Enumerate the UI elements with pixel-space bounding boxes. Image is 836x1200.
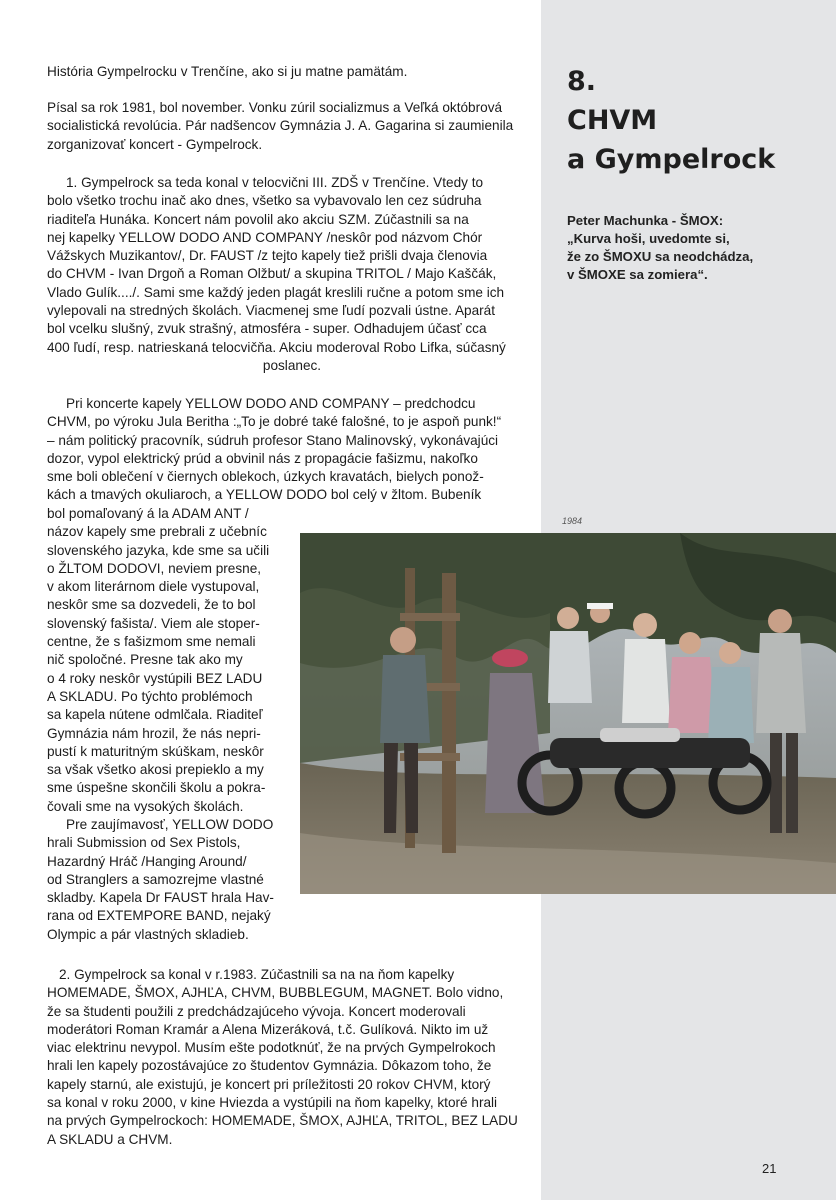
text-line: 1. Gympelrock sa teda konal v telocvični III. ZDŠ v Trenčíne. Vtedy to [66, 175, 484, 190]
paragraph-4 [47, 816, 297, 944]
paragraph-2 [47, 174, 537, 375]
page-number: 21 [762, 1161, 777, 1176]
text-line: poslanec. [262, 357, 322, 373]
text-line: Gymnázia nám hrozil, že nás nepri- [47, 725, 261, 741]
text-line: kapely starnú, ale existujú, je koncert pri príležitosti 20 rokov CHVM, ktorý [47, 1076, 491, 1092]
chapter-number: 8. [567, 66, 597, 97]
text-line: sme úspešne skončili školu a pokra- [47, 780, 266, 796]
text-line: A SKLADU a CHVM. [47, 1131, 173, 1147]
text-line: od Stranglers a samozrejme vlastné [47, 871, 264, 887]
text-line: v akom literárnom diele vystupoval, [47, 579, 260, 595]
text-line: do CHVM - Ivan Drgoň a Roman Olžbut/ a skupina TRITOL / Majo Kaščák, [47, 266, 497, 282]
text-line: že sa študenti použili z predchádzajúceho vývoja. Koncert moderovali [47, 1003, 466, 1019]
text-line: vylepovali na stredných školách. Viacmenej sme ľudí pozvali ústne. Aparát [47, 303, 496, 319]
text-line: o 4 roky neskôr vystúpili BEZ LADU [47, 670, 263, 686]
quote-author: Peter Machunka - ŠMOX: [567, 213, 724, 228]
text-line: nič spoločné. Presne tak ako my [47, 652, 243, 668]
text-line: bol pomaľovaný á la ADAM ANT / [47, 506, 249, 521]
photo-image [300, 533, 836, 894]
text-line: Pre zaujímavosť, YELLOW DODO [66, 817, 274, 832]
quote-line: „Kurva hoši, uvedomte si, [567, 231, 730, 246]
text-line: A SKLADU. Po týchto problémoch [47, 688, 253, 704]
text-line: História Gympelrocku v Trenčíne, ako si ju matne pamätám. [47, 64, 408, 79]
text-line: čovali sme na vysokých školách. [47, 798, 244, 814]
paragraph-5 [47, 966, 537, 1149]
text-line: HOMEMADE, ŠMOX, AJHĽA, CHVM, BUBBLEGUM, MAGNET. Bolo vidno, [47, 985, 504, 1001]
text-line: Pri koncerte kapely YELLOW DODO AND COMPANY – predchodcu [66, 396, 476, 411]
text-line: viac elektrinu nevypol. Musím ešte podotknúť, že na prvých Gympelrokoch [47, 1040, 496, 1056]
text-line: hrali Submission od Sex Pistols, [47, 835, 241, 851]
text-line: o ŽLTOM DODOVI, neviem presne, [47, 560, 262, 576]
text-line: pustí k maturitným skúškam, neskôr [47, 743, 264, 759]
text-line: bolo všetko trochu inač ako dnes, všetko sa vybavovalo len cez súdruha [47, 193, 482, 209]
text-line: nej kapelky YELLOW DODO AND COMPANY /neskôr pod názvom Chór [47, 229, 483, 245]
text-line: kách a tmavých okuliaroch, a YELLOW DODO bol celý v žltom. Bubeník [47, 487, 482, 503]
text-line: Hazardný Hráč /Hanging Around/ [47, 853, 247, 869]
text-line: hrali len kapely pozostávajúce zo študentov Gymnázia. Dôkazom toho, že [47, 1058, 492, 1074]
photo-caption: 1984 [562, 516, 583, 526]
intro-paragraph [47, 63, 537, 81]
paragraph-3 [47, 395, 537, 505]
text-line: centne, že s fašizmom sme nemali [47, 634, 256, 650]
text-line: 400 ľudí, resp. natrieskaná telocvičňa. Akciu moderoval Robo Lifka, súčasný [47, 339, 506, 355]
text-line: rana od EXTEMPORE BAND, nejaký [47, 908, 271, 924]
text-line: Olympic a pár vlastných skladieb. [47, 926, 249, 942]
text-line: Vlado Gulík..../. Sami sme každý jeden plagát kreslili ručne a potom sme ich [47, 284, 505, 300]
text-line: – nám politický pracovník, súdruh profesor Stano Malinovský, vykonávajúci [47, 432, 499, 448]
text-line: Vážskych Muzikantov/, Dr. FAUST /z tejto kapely tiež prišli dvaja členovia [47, 248, 488, 264]
text-line: zorganizovať koncert - Gympelrock. [47, 136, 263, 152]
quote-line: že zo ŠMOXU sa neodchádza, [567, 249, 754, 264]
text-line: na prvých Gympelrockoch: HOMEMADE, ŠMOX, AJHĽA, TRITOL, BEZ LADU [47, 1113, 518, 1129]
text-line: sa kapela nútene odmlčala. Riaditeľ [47, 707, 263, 723]
text-line: riaditeľa Hunáka. Koncert nám povolil ako akciu SZM. Zúčastnili sa na [47, 211, 469, 227]
sidebar-quote [567, 212, 829, 284]
text-line: CHVM, po výroku Jula Beritha :„To je dobré také falošné, to je aspoň punk!“ [47, 414, 502, 430]
text-line: sa konal v roku 2000, v kine Hviezda a vystúpili na ňom kapelky, ktoré hrali [47, 1095, 498, 1111]
chapter-title-line: a Gympelrock [567, 144, 776, 175]
chapter-title-line: CHVM [567, 105, 658, 136]
text-line: bol vcelku slušný, zvuk strašný, atmosféra - super. Odhadujem účasť cca [47, 321, 487, 337]
text-line: skladby. Kapela Dr FAUST hrala Hav- [47, 890, 274, 906]
paragraph-1 [47, 99, 537, 154]
text-line: moderátori Roman Kramár a Alena Mizeráková, t.č. Gulíková. Nikto im už [47, 1021, 489, 1037]
text-line: neskôr sme sa dozvedeli, že to bol [47, 597, 256, 613]
text-line: sa však všetko akosi prepieklo a my [47, 762, 264, 778]
text-line: Písal sa rok 1981, bol november. Vonku zúril socializmus a Veľká októbrová [47, 100, 503, 115]
text-line: sme boli oblečení v čiernych oblekoch, úzkych kravatách, bielych ponož- [47, 469, 484, 485]
text-line: slovenského jazyka, kde sme sa učili [47, 542, 270, 558]
text-line: dozor, vypol elektrický prúd a obvinil nás z propagácie fašizmu, nakoľko [47, 450, 478, 466]
text-line: názov kapely sme prebrali z učebníc [47, 524, 267, 540]
paragraph-3-wrapped [47, 505, 297, 816]
band-photo [300, 533, 836, 894]
text-line: slovenský fašista/. Viem ale stoper- [47, 615, 260, 631]
text-line: 2. Gympelrock sa konal v r.1983. Zúčastnili sa na na ňom kapelky [59, 967, 455, 982]
quote-line: v ŠMOXE sa zomiera“. [567, 267, 708, 282]
chapter-title [567, 62, 775, 179]
text-line: socialistická revolúcia. Pár nadšencov Gymnázia J. A. Gagarina si zaumienila [47, 118, 514, 134]
